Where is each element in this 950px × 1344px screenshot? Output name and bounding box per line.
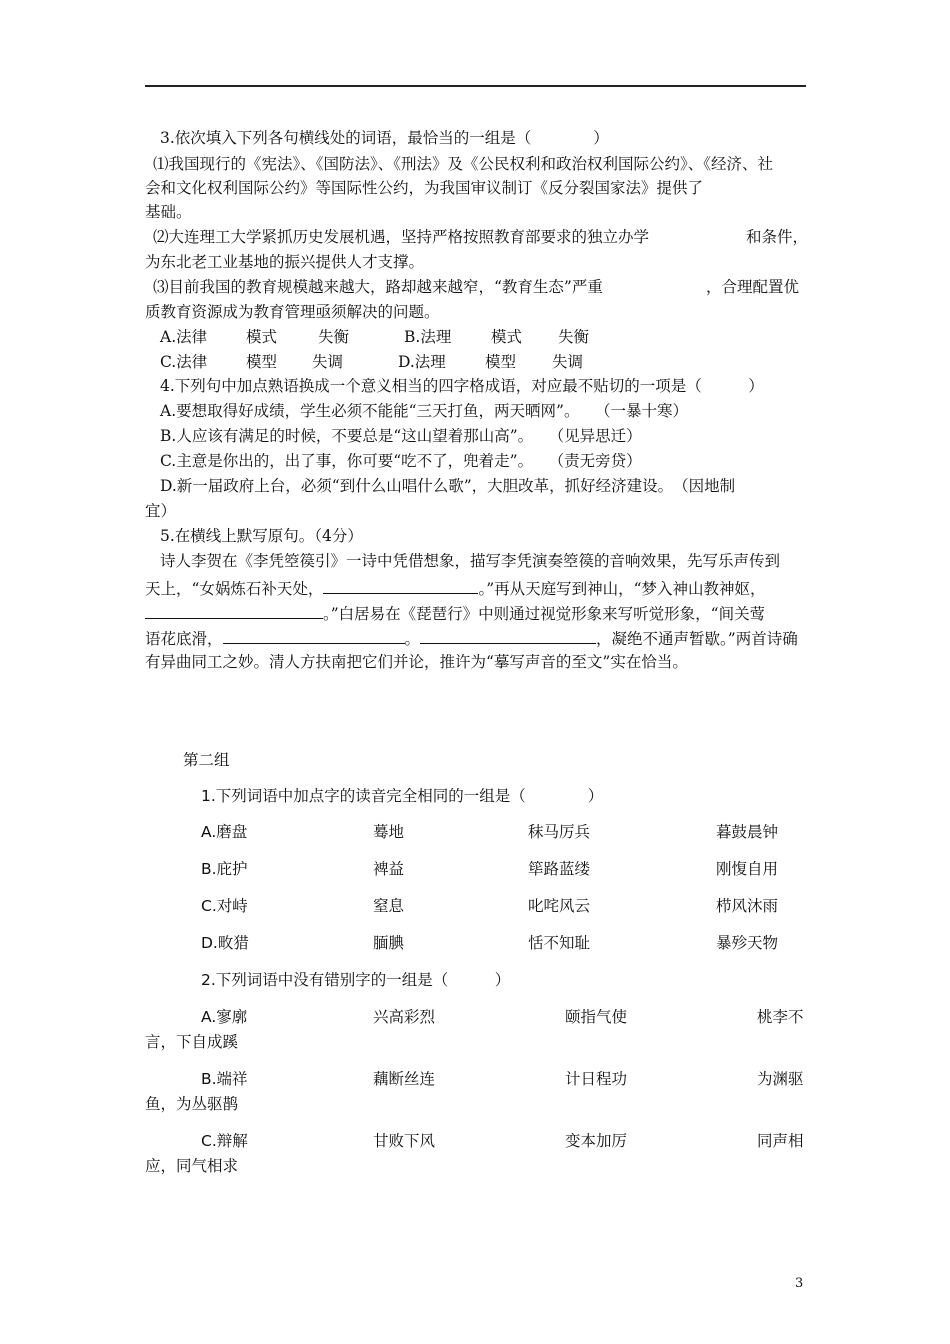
q3-sentence2-part1: ⑵大连理工大学紧抓历史发展机遇，坚持严格按照教育部要求的独立办学 xyxy=(153,228,650,246)
option-word-continued: 鱼，为丛驱鹊 xyxy=(145,1095,239,1113)
option-word: 为渊驱 xyxy=(757,1070,804,1088)
option-word: 变本加厉 xyxy=(565,1132,628,1150)
q3-sentence1-line2: 会和文化权利国际公约》等国际性公约，为我国审议制订《反分裂国家法》提供了 xyxy=(145,179,704,197)
q3-option-d: D.法理 xyxy=(398,353,446,371)
option-label: A.寥廓 xyxy=(201,1008,248,1026)
q3-option-a: A.法律 xyxy=(160,328,208,346)
fill-blank[interactable] xyxy=(223,627,405,644)
q3-sentence3-line2: 质教育资源成为教育管理亟须解决的问题。 xyxy=(145,303,440,321)
q5-line4 xyxy=(145,627,798,649)
option-word: 恬不知耻 xyxy=(528,934,591,952)
fill-blank[interactable] xyxy=(323,577,478,594)
group2-title: 第二组 xyxy=(183,751,230,769)
q5-line3 xyxy=(145,602,765,624)
option-word: 裨益 xyxy=(373,860,405,878)
option-word-continued: 应，同气相求 xyxy=(145,1157,239,1175)
q3-sentence3-part1: ⑶目前我国的教育规模越来越大，路却越来越窄，“教育生态”严重 xyxy=(153,278,603,296)
option-word: 叱咤风云 xyxy=(528,897,591,915)
q3-option-word: 模型 xyxy=(246,353,278,371)
q3-option-word: 模式 xyxy=(246,328,278,346)
fill-blank[interactable] xyxy=(420,627,596,644)
option-word-continued: 言，下自成蹊 xyxy=(145,1033,239,1051)
q3-option-word: 模式 xyxy=(491,328,523,346)
q3-sentence1-line3: 基础。 xyxy=(145,203,192,221)
q4-option-b: B.人应该有满足的时候，不要总是“这山望着那山高”。 （见异思迁） xyxy=(160,427,642,445)
option-word: 兴高彩烈 xyxy=(373,1008,436,1026)
q5-stem: 5.在横线上默写原句。（4分） xyxy=(160,527,363,545)
option-word: 颐指气使 xyxy=(565,1008,628,1026)
option-word: 筚路蓝缕 xyxy=(528,860,591,878)
option-label: C.对峙 xyxy=(201,897,248,915)
q4-option-a: A.要想取得好成绩，学生必须不能能“三天打鱼，两天晒网”。 （一暴十寒） xyxy=(160,402,688,420)
option-label: B.端祥 xyxy=(201,1070,248,1088)
option-label: B.庇护 xyxy=(201,860,248,878)
option-word: 藕断丝连 xyxy=(373,1070,436,1088)
q5-line5: 有异曲同工之妙。清人方扶南把它们并论，推许为“摹写声音的至文”实在恰当。 xyxy=(145,653,688,671)
group2-q1-stem: 1.下列词语中加点字的读音完全相同的一组是（ ） xyxy=(201,787,604,805)
q4-option-d-line2: 宜） xyxy=(145,502,177,520)
option-word: 桃李不 xyxy=(757,1008,804,1026)
option-label: D.畋猎 xyxy=(201,934,249,952)
option-word: 计日程功 xyxy=(565,1070,628,1088)
q4-option-c: C.主意是你出的，出了事，你可要“吃不了，兜着走”。 （责无旁贷） xyxy=(160,452,642,470)
q3-option-b: B.法理 xyxy=(404,328,452,346)
q4-stem: 4.下列句中加点熟语换成一个意义相当的四字格成语，对应最不贴切的一项是（ ） xyxy=(160,377,764,395)
q5-text: 语花底滑， xyxy=(145,630,223,648)
q3-stem: 3.依次填入下列各句横线处的词语，最恰当的一组是（ ） xyxy=(160,129,609,147)
q4-option-d-line1: D.新一届政府上台，必须“到什么山唱什么歌”，大胆改革，抓好经济建设。 （因地制 xyxy=(160,477,736,495)
q3-option-c: C.法律 xyxy=(160,353,208,371)
option-word: 腼腆 xyxy=(373,934,405,952)
q3-sentence2-part2: 和条件， xyxy=(746,228,809,246)
option-word: 窒息 xyxy=(373,897,405,915)
option-word: 暮鼓晨钟 xyxy=(716,823,779,841)
q5-text: 天上，“女娲炼石补天处， xyxy=(145,580,324,598)
q3-option-word: 失衡 xyxy=(558,328,590,346)
q5-line2 xyxy=(145,577,766,599)
page-number: 3 xyxy=(795,1276,804,1291)
fill-blank[interactable] xyxy=(145,602,323,619)
option-word: 秣马厉兵 xyxy=(528,823,591,841)
header-rule xyxy=(145,85,806,87)
q5-text: 。 xyxy=(404,630,421,648)
option-word: 蓦地 xyxy=(373,823,405,841)
q5-line1: 诗人李贺在《李凭箜篌引》一诗中凭借想象，描写李凭演奏箜篌的音响效果，先写乐声传到 xyxy=(160,552,781,570)
option-word: 栉风沐雨 xyxy=(716,897,779,915)
group2-q2-stem: 2.下列词语中没有错别字的一组是（ ） xyxy=(201,971,511,989)
option-word: 同声相 xyxy=(757,1132,804,1150)
option-word: 甘败下风 xyxy=(373,1132,436,1150)
q3-option-word: 失调 xyxy=(552,353,584,371)
option-word: 暴殄天物 xyxy=(716,934,779,952)
option-label: C.辩解 xyxy=(201,1132,248,1150)
q3-option-word: 失调 xyxy=(312,353,344,371)
q3-option-word: 失衡 xyxy=(318,328,350,346)
q3-sentence2-line2: 为东北老工业基地的振兴提供人才支撑。 xyxy=(145,253,425,271)
q5-text: ，凝绝不通声暂歇。”两首诗确 xyxy=(596,630,798,648)
q3-sentence1-line1: ⑴我国现行的《宪法》、《国防法》、《刑法》及《公民权利和政治权利国际公约》、《经济、社 xyxy=(153,155,774,173)
q3-option-word: 模型 xyxy=(485,353,517,371)
q5-text: 。”再从天庭写到神山，“梦入神山教神妪， xyxy=(478,580,766,598)
option-word: 刚愎自用 xyxy=(716,860,779,878)
q3-sentence3-part2: ，合理配置优 xyxy=(706,278,800,296)
option-label: A.磨盘 xyxy=(201,823,248,841)
q5-text: 。”白居易在《琵琶行》中则通过视觉形象来写听觉形象，“间关莺 xyxy=(323,605,766,623)
